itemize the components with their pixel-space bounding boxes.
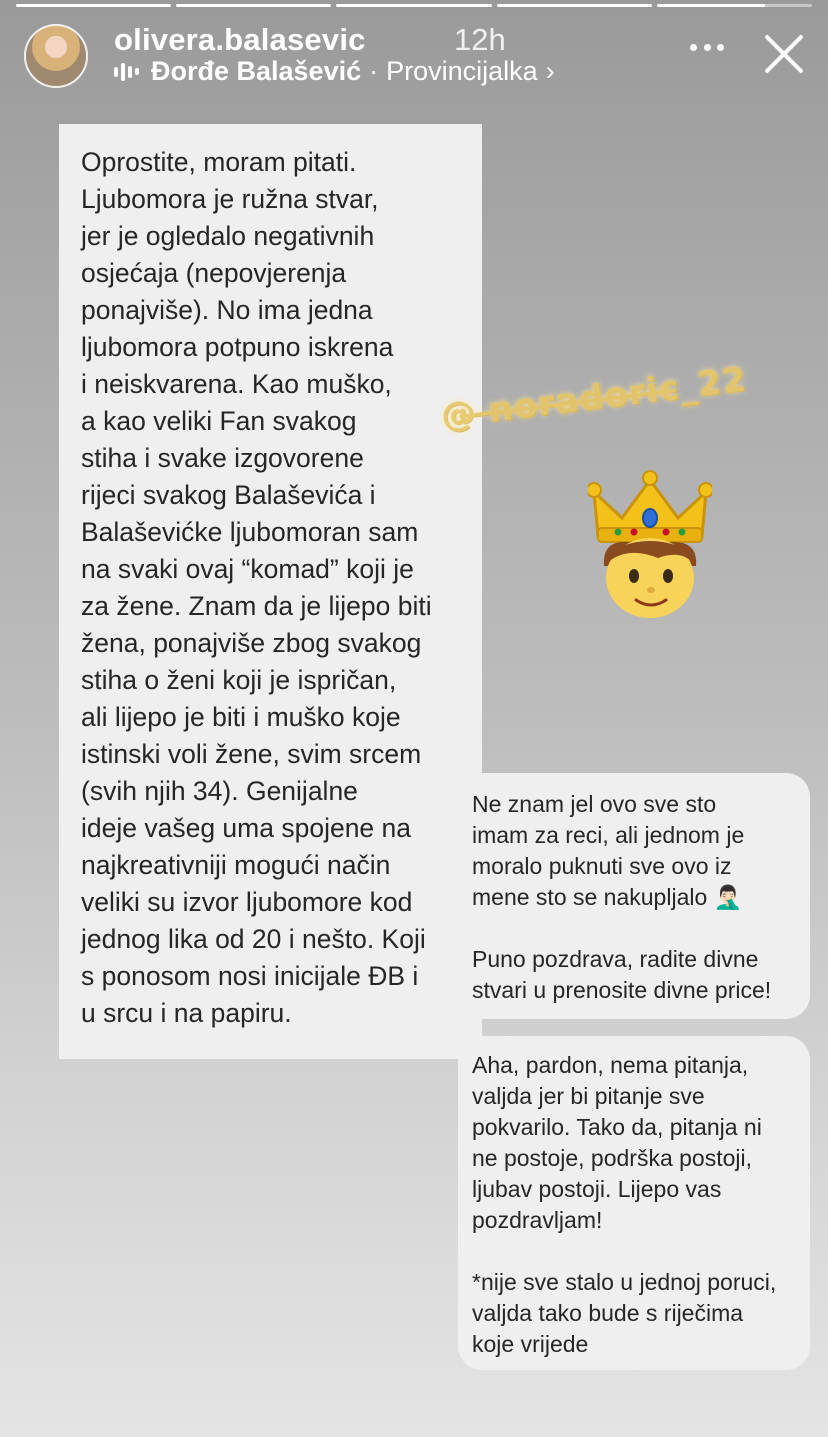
question-message-text: Oprostite, moram pitati. Ljubomora je ružna stvar, jer je ogledalo negativnih osjećaja (nepovjerenja ponajviše). No ima jedna ljubomora potpuno iskrena i neiskvarena. Kao muško, a kao veliki Fan svakog stiha i svake izgovorene rijeci svakog Balaševića i Balaševićke ljubomoran sam na svaki ovaj “komad” koji je za žene. Znam da je lijepo biti žena, ponajviše zbog svakog stiha o ženi koji je ispričan, ali lijepo je biti i muško koje istinski voli žene, svim srcem (svih njih 34). Genijalne ideje vašeg uma spojene na najkreativniji mogući način veliki su izvor ljubomore kod jednog lika od 20 i nešto. Koji s ponosom nosi inicijale ĐB i u srcu i na papiru. xyxy=(81,147,432,1028)
progress-segment xyxy=(336,4,491,7)
music-separator: · xyxy=(369,56,379,86)
progress-segment xyxy=(497,4,652,7)
close-icon[interactable] xyxy=(760,30,808,78)
username[interactable]: olivera.balasevic xyxy=(114,22,366,57)
music-attribution[interactable] xyxy=(114,56,555,87)
crowned-boy-emoji xyxy=(588,466,712,622)
followup-message-card xyxy=(458,773,810,1019)
progress-segment xyxy=(176,4,331,7)
chevron-right-icon: › xyxy=(545,56,555,86)
closing-message-card xyxy=(458,1036,810,1370)
progress-segment xyxy=(16,4,171,7)
closing-message-text: Aha, pardon, nema pitanja, valjda jer bi pitanje sve pokvarilo. Tako da, pitanja ni ne postoje, podrška postoji, ljubav postoji. Lijepo vas pozdravljam! *nije sve stalo u jednoj poruci, valjda tako bude s riječima koje vrijede xyxy=(472,1052,777,1357)
story-progress-bar xyxy=(16,4,812,7)
mention-sticker[interactable]: @ ̶n̶o̶r̶a̶d̶o̶r̶i̶c̶_22 xyxy=(438,359,749,437)
music-artist: Đorđe Balašević xyxy=(151,56,362,86)
followup-message-text: Ne znam jel ovo sve sto imam za reci, ali jednom je moralo puknuti sve ovo iz mene sto se nakupljalo 🤦🏻‍♂️ Puno pozdrava, radite divne stvari u prenosite divne price! xyxy=(472,791,772,1003)
music-song: Provincijalka xyxy=(386,56,538,86)
story-header xyxy=(24,22,808,88)
post-time: 12h xyxy=(454,22,506,57)
progress-segment xyxy=(657,4,812,7)
avatar[interactable] xyxy=(24,24,88,88)
sound-wave-icon xyxy=(114,63,139,81)
more-dots-icon[interactable] xyxy=(690,44,724,54)
question-message-card xyxy=(59,124,482,1059)
